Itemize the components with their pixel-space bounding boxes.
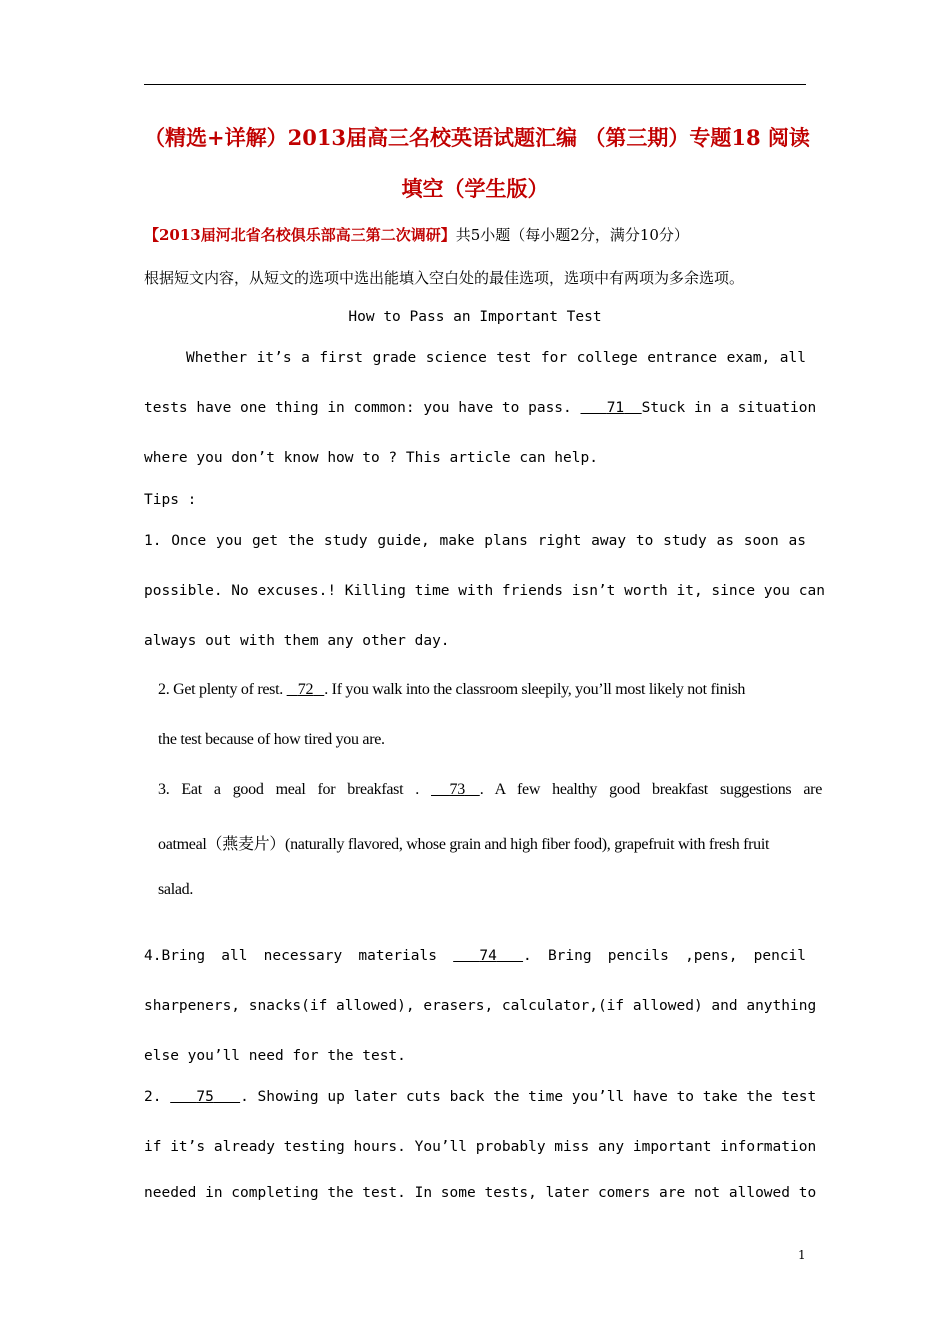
tip4-line-2: sharpeners, snacks(if allowed), erasers, calculator,(if allowed) and anything bbox=[144, 998, 817, 1014]
blank-71: 71 bbox=[606, 400, 625, 416]
p1-line-1: Whether it’s a first grade science test for college entrance exam, all bbox=[186, 350, 806, 366]
source-tag: 【2013届河北省名校俱乐部高三第二次调研】 bbox=[144, 226, 456, 244]
tip3-line-2: oatmeal（燕麦片）(naturally flavored, whose grain and high fiber food), grapefruit with fresh fruit bbox=[158, 836, 770, 853]
source-line bbox=[144, 224, 689, 245]
tip4-line-1: 4.Bring all necessary materials 74 . Bring pencils ,pens, pencil bbox=[144, 948, 807, 964]
page-title-line-1: （精选+详解）2013届高三名校英语试题汇编 （第三期）专题18 阅读 bbox=[144, 125, 810, 150]
tips-label: Tips : bbox=[144, 492, 197, 508]
tip2-line-2: the test because of how tired you are. bbox=[158, 731, 385, 748]
article-title: How to Pass an Important Test bbox=[348, 309, 602, 325]
tip5-line-1: 2. 75 . Showing up later cuts back the time you’ll have to take the test bbox=[144, 1089, 817, 1105]
page-title-line-2: 填空（学生版） bbox=[401, 176, 549, 201]
tip3-line-3: salad. bbox=[158, 881, 194, 898]
tip3-line-1: 3. Eat a good meal for breakfast . 73 . A few healthy good breakfast suggestions are bbox=[158, 781, 823, 798]
page-number: 1 bbox=[798, 1248, 806, 1262]
p1-line-2: tests have one thing in common: you have to pass. 71 Stuck in a situation bbox=[144, 400, 817, 416]
tip2-line-1: 2. Get plenty of rest. 72 . If you walk into the classroom sleepily, you’ll most likely not finish bbox=[158, 681, 746, 698]
instruction: 根据短文内容，从短文的选项中选出能填入空白处的最佳选项，选项中有两项为多余选项。 bbox=[144, 269, 745, 287]
tip1-line-3: always out with them any other day. bbox=[144, 633, 450, 649]
tip4-line-3: else you’ll need for the test. bbox=[144, 1048, 406, 1064]
blank-73: 73 bbox=[449, 781, 465, 798]
tip5-line-3: needed in completing the test. In some tests, later comers are not allowed to bbox=[144, 1185, 817, 1201]
tip5-line-2: if it’s already testing hours. You’ll probably miss any important information bbox=[144, 1139, 817, 1155]
p1-line-3: where you don’t know how to ? This article can help. bbox=[144, 450, 598, 466]
blank-72: 72 bbox=[297, 681, 314, 698]
blank-74: 74 bbox=[479, 948, 497, 964]
tip1-line-1: 1. Once you get the study guide, make plans right away to study as soon as bbox=[144, 533, 806, 549]
header-rule bbox=[144, 84, 806, 85]
source-rest: 共5小题（每小题2分，满分10分） bbox=[455, 226, 689, 244]
tip1-line-2: possible. No excuses.! Killing time with friends isn’t worth it, since you can bbox=[144, 583, 825, 599]
blank-75: 75 bbox=[196, 1089, 214, 1105]
